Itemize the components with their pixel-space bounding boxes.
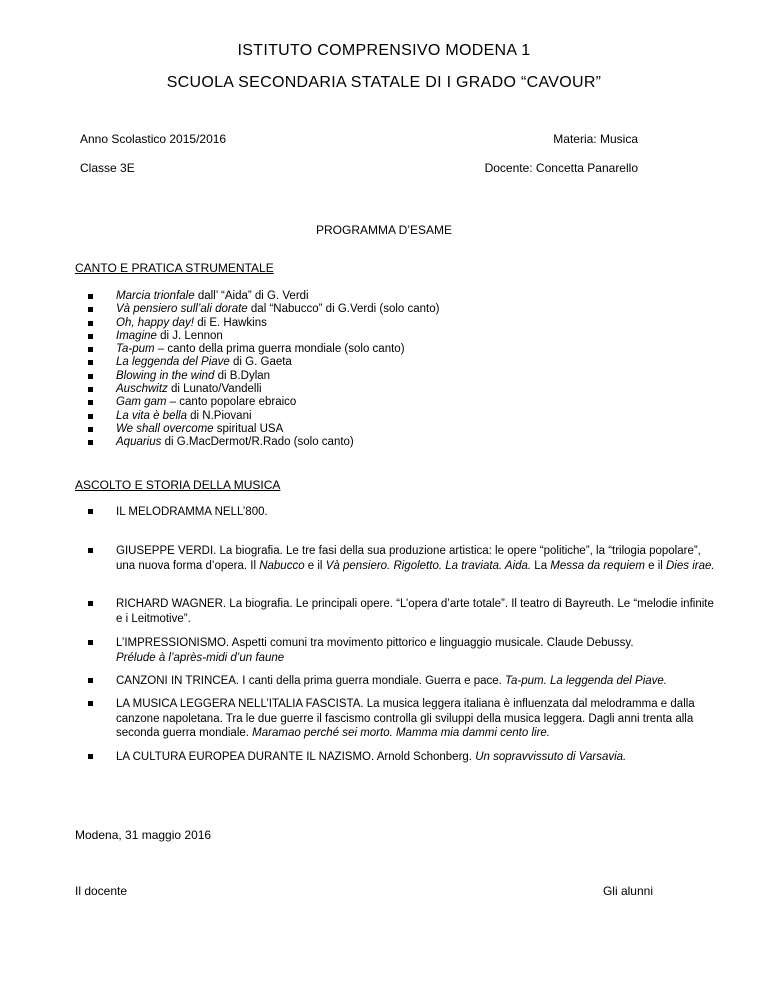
topic-wagner: RICHARD WAGNER. La biografia. Le principali opere. “L’opera d’arte totale”. Il teatro di Bayreuth. Le “melodie infinite e i Leitmotive”. [88, 597, 716, 626]
bullet-icon [88, 294, 93, 299]
bullet-icon [88, 387, 93, 392]
topic-melodramma: IL MELODRAMMA NELL’800. [88, 505, 716, 520]
list-item: Gam gam – canto popolare ebraico [88, 396, 688, 409]
students-signature-label: Gli alunni [602, 884, 653, 898]
bullet-icon [88, 321, 93, 326]
class: Classe 3E [80, 161, 135, 175]
program-title: PROGRAMMA D’ESAME [315, 223, 453, 237]
bullet-icon [88, 754, 93, 759]
school-subtitle: SCUOLA SECONDARIA STATALE DI I GRADO “CAVOUR” [166, 74, 602, 91]
bullet-icon [88, 347, 93, 352]
list-item: We shall overcome spiritual USA [88, 423, 688, 436]
bullet-icon [88, 334, 93, 339]
bullet-icon [88, 601, 93, 606]
bullet-icon [88, 678, 93, 683]
bullet-icon [88, 307, 93, 312]
school-name: ISTITUTO COMPRENSIVO MODENA 1 [237, 42, 531, 59]
list-item: Blowing in the wind di B.Dylan [88, 370, 688, 383]
bullet-icon [88, 414, 93, 419]
list-item: Imagine di J. Lennon [88, 330, 688, 343]
bullet-icon [88, 427, 93, 432]
bullet-icon [88, 640, 93, 645]
list-item: Ta-pum – canto della prima guerra mondiale (solo canto) [88, 343, 688, 356]
bullet-icon [88, 509, 93, 514]
teacher: Docente: Concetta Panarello [484, 161, 638, 175]
place-date: Modena, 31 maggio 2016 [75, 828, 212, 842]
section-heading-ascolto: ASCOLTO E STORIA DELLA MUSICA [75, 478, 281, 492]
topic-impressionismo: L’IMPRESSIONISMO. Aspetti comuni tra movimento pittorico e linguaggio musicale. Claude Debussy. Prélude à l’après-midi d’un faune [88, 636, 716, 665]
bullet-icon [88, 548, 93, 553]
topic-cultura-europea: LA CULTURA EUROPEA DURANTE IL NAZISMO. Arnold Schonberg. Un sopravvissuto di Varsavia. [88, 750, 716, 765]
bullet-icon [88, 400, 93, 405]
list-item: Aquarius di G.MacDermot/R.Rado (solo canto) [88, 436, 688, 449]
bullet-icon [88, 701, 93, 706]
topic-verdi: GIUSEPPE VERDI. La biografia. Le tre fasi della sua produzione artistica: le opere “politiche”, la “trilogia popolare”, una nuova forma d’opera. Il Nabucco e il Và pensiero. Rigoletto. La traviata. Aida. La Messa da requiem e il Dies irae. [88, 544, 716, 573]
bullet-icon [88, 360, 93, 365]
list-item: Marcia trionfale dall’ “Aida” di G. Verdi [88, 290, 688, 303]
subject: Materia: Musica [553, 132, 638, 146]
list-item: La leggenda del Piave di G. Gaeta [88, 356, 688, 369]
section-heading-canto: CANTO E PRATICA STRUMENTALE [75, 261, 274, 275]
school-year: Anno Scolastico 2015/2016 [80, 132, 227, 146]
bullet-icon [88, 374, 93, 379]
teacher-signature-label: Il docente [75, 884, 128, 898]
bullet-icon [88, 440, 93, 445]
list-item: Và pensiero sull’ali dorate dal “Nabucco” di G.Verdi (solo canto) [88, 303, 688, 316]
song-list [88, 290, 688, 450]
topic-musica-leggera: LA MUSICA LEGGERA NELL’ITALIA FASCISTA. La musica leggera italiana è influenzata dal melodramma e dalla canzone napoletana. Tra le due guerre il fascismo controlla gli sviluppi della musica leggera. Dagli anni trenta alla seconda guerra mondiale. Maramao perché sei morto. Mamma mia dammi cento lire. [88, 697, 716, 741]
list-item: La vita è bella di N.Piovani [88, 410, 688, 423]
list-item: Auschwitz di Lunato/Vandelli [88, 383, 688, 396]
topic-canzoni-trincea: CANZONI IN TRINCEA. I canti della prima guerra mondiale. Guerra e pace. Ta-pum. La leggenda del Piave. [88, 674, 716, 689]
list-item: Oh, happy day! di E. Hawkins [88, 317, 688, 330]
